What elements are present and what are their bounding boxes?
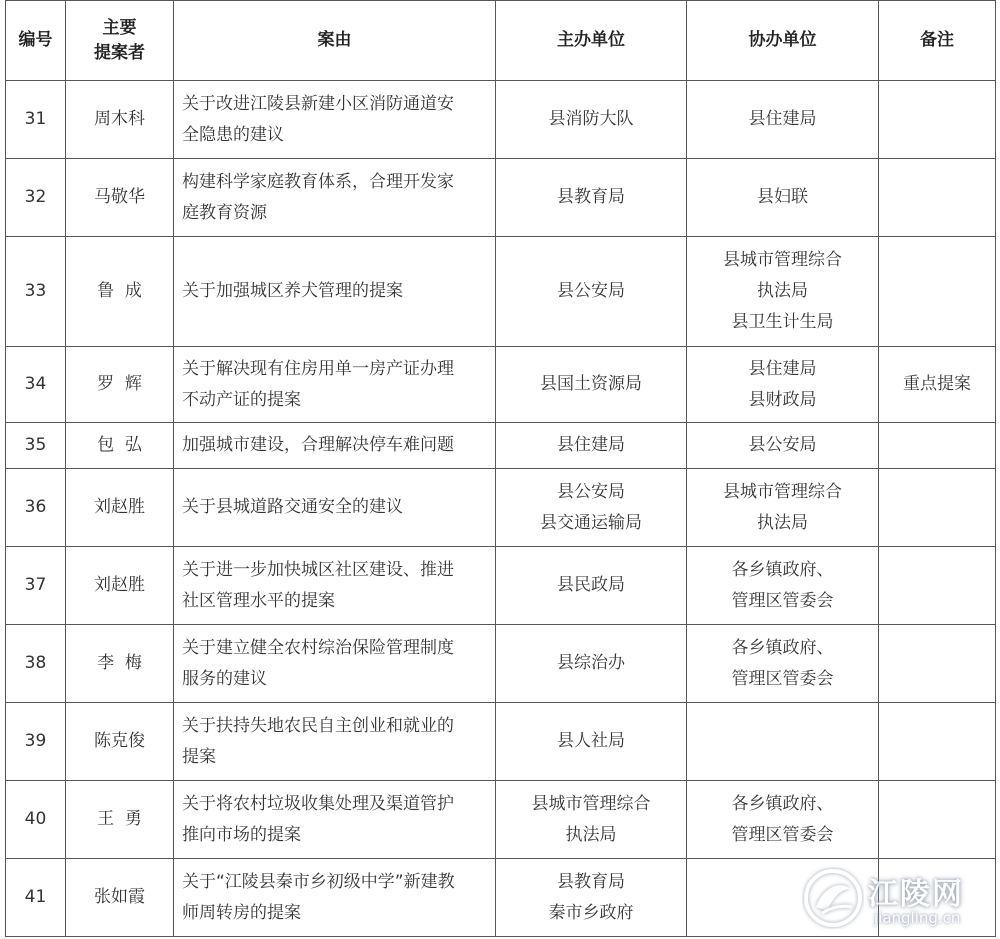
cell-lead-unit-line: 县消防大队 [548,109,634,129]
cell-assisting-unit [687,469,879,547]
cell-lead-unit [496,347,687,423]
cell-lead-unit [496,859,687,937]
cell-number: 34 [6,347,66,423]
cell-lead-unit [496,159,687,237]
cell-subject-line: 关于将农村垃圾收集处理及渠道管护 [182,793,454,814]
cell-subject-line: 关于进一步加快城区社区建设、推进 [182,559,454,580]
cell-lead-unit-line: 县人社局 [557,731,625,751]
cell-lead-unit-line: 县城市管理综合 [531,793,651,814]
cell-proposer: 罗 辉 [66,347,174,423]
cell-number: 39 [6,703,66,781]
table-row [6,347,996,423]
cell-subject-line: 关于建立健全农村综治保险管理制度 [182,637,454,658]
cell-proposer: 包 弘 [66,423,174,469]
cell-lead-unit-line: 县公安局 [557,281,625,301]
watermark-domain: jiangling.cn [874,909,961,927]
cell-number: 33 [6,237,66,347]
cell-subject [174,159,496,237]
cell-remarks [879,159,996,237]
cell-subject-line: 提案 [182,746,216,767]
cell-number: 38 [6,625,66,703]
cell-subject-line: 关于解决现有住房用单一房产证办理 [182,358,454,379]
table-row [6,703,996,781]
cell-assisting-unit-line: 管理区管委会 [731,824,834,845]
jiangling-logo-icon [802,867,864,929]
cell-subject-line: 关于扶持失地农民自主创业和就业的 [182,715,454,736]
cell-remarks [879,547,996,625]
cell-subject-line: 师周转房的提案 [182,902,301,923]
cell-lead-unit-line: 县教育局 [557,187,625,207]
cell-assisting-unit [687,781,879,859]
cell-subject-line: 构建科学家庭教育体系，合理开发家 [182,171,454,192]
cell-proposer: 张如霞 [66,859,174,937]
cell-lead-unit [496,781,687,859]
watermark [802,863,992,933]
cell-subject-line: 关于“江陵县秦市乡初级中学”新建教 [182,871,455,892]
cell-assisting-unit-line: 县公安局 [748,435,817,455]
cell-assisting-unit-line: 执法局 [757,512,808,533]
header-proposer [66,1,174,81]
cell-subject-line: 全隐患的建议 [182,124,284,145]
cell-assisting-unit-line: 县住建局 [748,109,817,129]
cell-lead-unit-line: 县民政局 [557,575,625,595]
cell-proposer: 周木科 [66,81,174,159]
watermark-title: 江陵网 [868,877,964,912]
cell-remarks [879,237,996,347]
cell-number: 36 [6,469,66,547]
cell-subject [174,781,496,859]
cell-assisting-unit-line: 各乡镇政府、 [731,637,834,658]
header-subject: 案由 [174,1,496,81]
cell-assisting-unit-line: 县卫生计生局 [731,312,834,332]
table-row [6,81,996,159]
cell-assisting-unit-line: 县城市管理综合 [723,481,842,502]
cell-subject [174,859,496,937]
cell-proposer: 马敬华 [66,159,174,237]
cell-lead-unit-line: 县综治办 [557,653,625,673]
cell-assisting-unit-line: 各乡镇政府、 [731,793,834,814]
cell-remarks [879,703,996,781]
cell-assisting-unit-line: 管理区管委会 [731,590,834,611]
cell-assisting-unit [687,703,879,781]
cell-remarks [879,469,996,547]
cell-subject [174,237,496,347]
cell-subject [174,703,496,781]
cell-subject-line: 关于加强城区养犬管理的提案 [182,281,403,301]
cell-assisting-unit [687,423,879,469]
table-row [6,469,996,547]
cell-lead-unit [496,237,687,347]
cell-subject-line: 加强城市建设，合理解决停车难问题 [182,435,454,455]
cell-subject [174,625,496,703]
header-assisting-unit: 协办单位 [687,1,879,81]
table-row [6,547,996,625]
cell-lead-unit-line: 县公安局 [557,481,625,502]
table-row [6,625,996,703]
cell-number: 41 [6,859,66,937]
cell-proposer: 李 梅 [66,625,174,703]
proposal-table [5,0,996,937]
header-lead-unit: 主办单位 [496,1,687,81]
table-row [6,423,996,469]
cell-subject-line: 庭教育资源 [182,202,267,223]
header-remarks: 备注 [879,1,996,81]
cell-number: 40 [6,781,66,859]
cell-lead-unit-line: 县国土资源局 [540,374,642,394]
cell-remarks: 重点提案 [879,347,996,423]
cell-subject-line: 服务的建议 [182,668,267,689]
cell-number: 31 [6,81,66,159]
cell-assisting-unit [687,159,879,237]
cell-lead-unit [496,469,687,547]
cell-proposer: 刘赵胜 [66,547,174,625]
cell-assisting-unit [687,81,879,159]
cell-assisting-unit [687,237,879,347]
cell-remarks [879,781,996,859]
cell-lead-unit-line: 县交通运输局 [540,512,642,533]
cell-assisting-unit-line: 县城市管理综合 [723,250,842,270]
table-row [6,781,996,859]
cell-assisting-unit-line: 执法局 [757,281,808,301]
cell-proposer: 鲁 成 [66,237,174,347]
cell-subject [174,469,496,547]
cell-subject [174,81,496,159]
cell-subject-line: 关于县城道路交通安全的建议 [182,497,403,517]
header-proposer-line2: 提案者 [94,42,145,63]
cell-remarks [879,625,996,703]
cell-lead-unit-line: 秦市乡政府 [548,902,634,923]
table-body [6,81,996,937]
header-number: 编号 [6,1,66,81]
cell-subject-line: 关于改进江陵县新建小区消防通道安 [182,93,454,114]
cell-proposer: 陈克俊 [66,703,174,781]
cell-lead-unit [496,81,687,159]
cell-assisting-unit [687,347,879,423]
cell-remarks [879,81,996,159]
cell-lead-unit [496,625,687,703]
cell-assisting-unit-line: 县妇联 [757,187,808,207]
cell-proposer: 刘赵胜 [66,469,174,547]
cell-number: 32 [6,159,66,237]
cell-lead-unit [496,547,687,625]
cell-subject [174,423,496,469]
cell-number: 37 [6,547,66,625]
cell-subject-line: 推向市场的提案 [182,824,301,845]
cell-lead-unit-line: 执法局 [565,824,617,845]
cell-subject-line: 社区管理水平的提案 [182,590,335,611]
cell-assisting-unit-line: 县住建局 [748,358,817,379]
cell-lead-unit [496,423,687,469]
cell-lead-unit-line: 县教育局 [557,871,625,892]
cell-proposer: 王 勇 [66,781,174,859]
cell-lead-unit [496,703,687,781]
table-row [6,159,996,237]
cell-assisting-unit-line: 管理区管委会 [731,668,834,689]
cell-assisting-unit-line: 县财政局 [748,389,817,410]
cell-number: 35 [6,423,66,469]
cell-assisting-unit [687,547,879,625]
header-row [6,1,996,81]
cell-lead-unit-line: 县住建局 [557,435,625,455]
header-proposer-line1: 主要 [102,17,137,38]
cell-subject [174,347,496,423]
cell-assisting-unit [687,625,879,703]
table-row [6,237,996,347]
proposal-sheet [5,0,995,935]
cell-subject [174,547,496,625]
cell-assisting-unit-line: 各乡镇政府、 [731,559,834,580]
cell-remarks [879,423,996,469]
cell-subject-line: 不动产证的提案 [182,389,301,410]
